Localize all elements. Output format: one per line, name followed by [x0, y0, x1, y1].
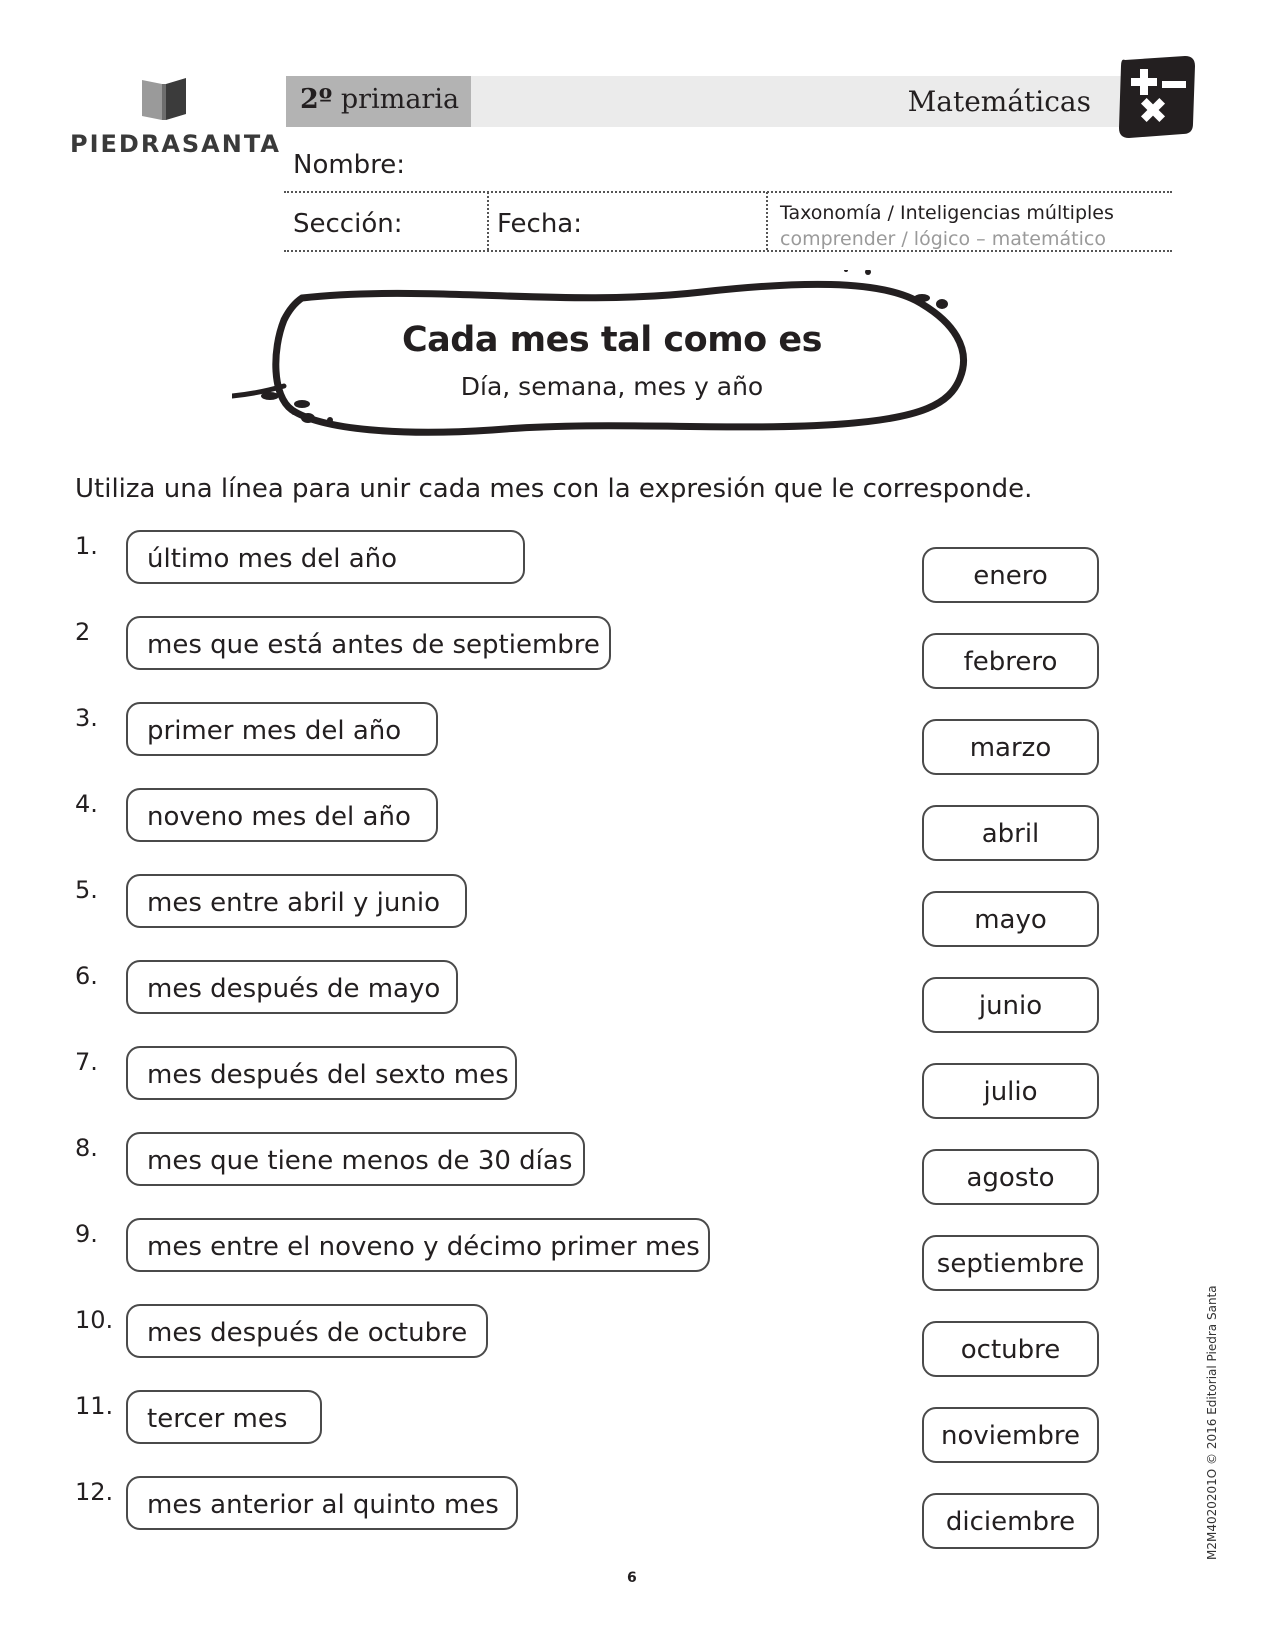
taxonomy-value: comprender / lógico – matemático [780, 228, 1106, 250]
expression-box[interactable]: mes que está antes de septiembre [126, 616, 611, 670]
page-number: 6 [627, 1570, 637, 1586]
expression-box[interactable]: mes entre abril y junio [126, 874, 467, 928]
fields-bottom-line [284, 250, 1172, 252]
subject-label: Matemáticas [907, 85, 1091, 118]
item-number: 8. [75, 1134, 98, 1162]
worksheet-title: Cada mes tal como es [402, 320, 822, 360]
expression-box[interactable]: noveno mes del año [126, 788, 438, 842]
item-number: 7. [75, 1048, 98, 1076]
worksheet-subtitle: Día, semana, mes y año [460, 372, 764, 401]
book-icon [140, 74, 188, 122]
name-line [284, 191, 1172, 193]
item-number: 10. [75, 1306, 114, 1334]
expression-box[interactable]: mes anterior al quinto mes [126, 1476, 518, 1530]
month-box[interactable]: febrero [922, 633, 1099, 689]
month-box[interactable]: septiembre [922, 1235, 1099, 1291]
expression-box[interactable]: mes después del sexto mes [126, 1046, 517, 1100]
month-box[interactable]: abril [922, 805, 1099, 861]
subject-band [471, 76, 1131, 127]
copyright-note: M2M4020201O © 2016 Editorial Piedra Santa [1205, 1285, 1219, 1560]
month-box[interactable]: diciembre [922, 1493, 1099, 1549]
grade-level: primaria [340, 84, 460, 115]
item-number: 5. [75, 876, 98, 904]
taxonomy-title: Taxonomía / Inteligencias múltiples [780, 202, 1114, 224]
grade-box [286, 76, 471, 127]
plus-minus-times-icon [1117, 54, 1197, 142]
grade-number: 2º [300, 84, 333, 115]
expression-box[interactable]: último mes del año [126, 530, 525, 584]
item-number: 3. [75, 704, 98, 732]
item-number: 2 [75, 618, 91, 646]
name-label: Nombre: [293, 150, 406, 180]
expression-box[interactable]: mes que tiene menos de 30 días [126, 1132, 585, 1186]
month-box[interactable]: agosto [922, 1149, 1099, 1205]
expression-box[interactable]: primer mes del año [126, 702, 438, 756]
field-divider [487, 192, 489, 250]
section-label: Sección: [293, 209, 403, 239]
month-box[interactable]: marzo [922, 719, 1099, 775]
expression-box[interactable]: mes después de mayo [126, 960, 458, 1014]
item-number: 6. [75, 962, 98, 990]
instruction: Utiliza una línea para unir cada mes con la expresión que le corresponde. [75, 474, 1033, 504]
date-label: Fecha: [497, 209, 582, 239]
expression-box[interactable]: tercer mes [126, 1390, 322, 1444]
title-banner [232, 270, 992, 450]
month-box[interactable]: octubre [922, 1321, 1099, 1377]
expression-box[interactable]: mes después de octubre [126, 1304, 488, 1358]
item-number: 1. [75, 532, 98, 560]
month-box[interactable]: noviembre [922, 1407, 1099, 1463]
grade-label [300, 84, 459, 115]
publisher-logo [70, 74, 281, 164]
item-number: 9. [75, 1220, 98, 1248]
month-box[interactable]: mayo [922, 891, 1099, 947]
field-divider [766, 192, 768, 250]
month-box[interactable]: julio [922, 1063, 1099, 1119]
item-number: 4. [75, 790, 98, 818]
month-box[interactable]: junio [922, 977, 1099, 1033]
month-box[interactable]: enero [922, 547, 1099, 603]
expression-box[interactable]: mes entre el noveno y décimo primer mes [126, 1218, 710, 1272]
item-number: 11. [75, 1392, 114, 1420]
brand-name: PIEDRASANTA [70, 130, 281, 158]
item-number: 12. [75, 1478, 114, 1506]
